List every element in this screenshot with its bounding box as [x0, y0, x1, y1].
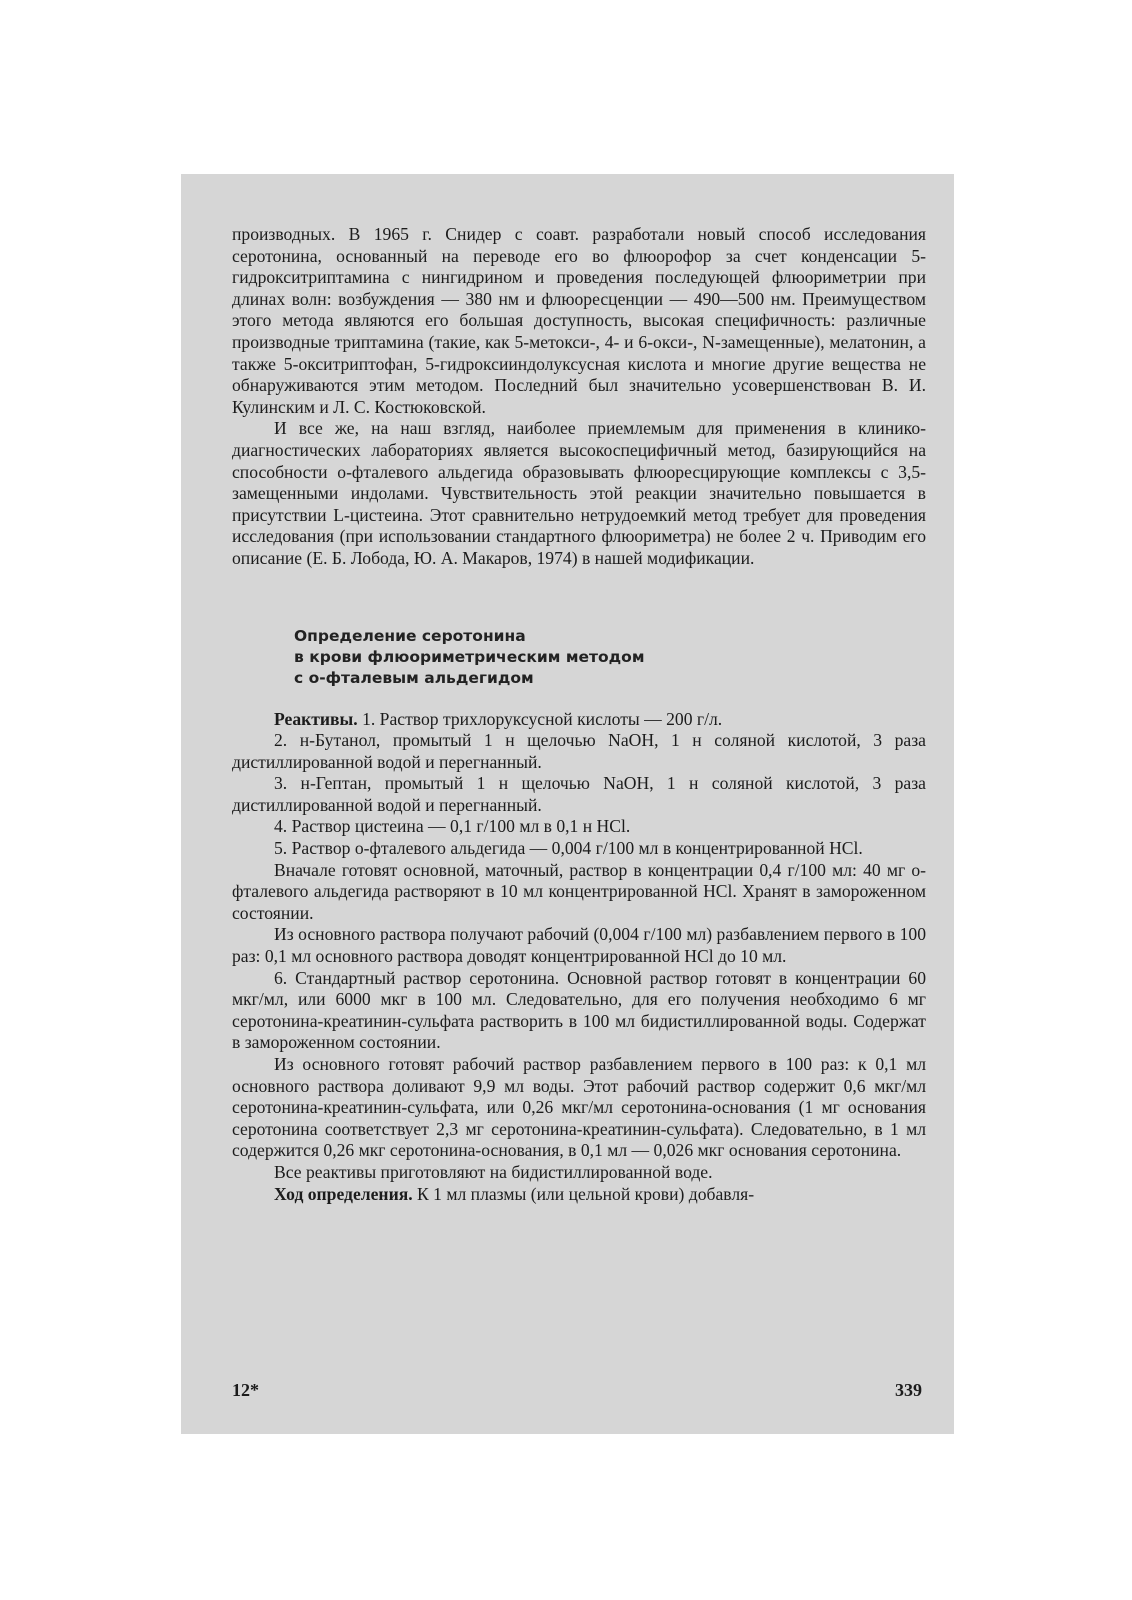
reagent-item-1: 1. Раствор трихлоруксусной кислоты — 200 г/л. [357, 708, 723, 729]
heading-line: с о-фталевым альдегидом [294, 668, 534, 687]
paragraph: Вначале готовят основной, маточный, раствор в концентрации 0,4 г/100 мл: 40 мг о-фталевого альдегида растворяют в 10 мл концентрированной HCl. Хранят в замороженном состоянии. [232, 859, 926, 923]
signature-mark: 12* [232, 1380, 259, 1400]
reagent-item: 3. н-Гептан, промытый 1 н щелочью NaOH, 1 н соляной кислотой, 3 раза дистиллированной водой и перегнанный. [232, 773, 926, 815]
reagent-item: 4. Раствор цистеина — 0,1 г/100 мл в 0,1 н HCl. [274, 816, 631, 837]
procedure-text: К 1 мл плазмы (или цельной крови) добавля- [412, 1183, 755, 1204]
paragraph: Все реактивы приготовляют на бидистиллированной воде. [274, 1161, 713, 1182]
reagents-intro [232, 709, 926, 731]
page-number: 339 [895, 1380, 922, 1400]
reagents-lead: Реактивы. [274, 708, 358, 729]
paragraph: Из основного готовят рабочий раствор разбавлением первого в 100 раз: к 0,1 мл основного раствора доливают 9,9 мл воды. Этот рабочий раствор содержит 0,6 мкг/мл серотонина-креатинин-сульфата, или 0,26 мкг/мл серотонина-основания (1 мг основания серотонина соответствует 2,3 мг серотонина-креатинин-сульфата). Следовательно, в 1 мл содержится 0,26 мкг серотонина-основания, в 0,1 мл — 0,026 мкг основания серотонина. [232, 1054, 926, 1161]
procedure-lead: Ход определения. [274, 1183, 413, 1204]
paragraph-method-choice: И все же, на наш взгляд, наиболее приемлемым для применения в клинико-диагностических лабораториях является высокоспецифичный метод, базирующийся на способности о-фталевого альдегида образовывать флюоресцирующие комплексы с 3,5-замещенными индолами. Чувствительность этой реакции значительно повышается в присутствии L-цистеина. Этот сравнительно нетрудоемкий метод требует для проведения исследования (при использовании стандартного флюориметра) не более 2 ч. Приводим его описание (Е. Б. Лобода, Ю. А. Макаров, 1974) в нашей модификации. [232, 418, 926, 568]
section-heading [294, 626, 926, 689]
heading-line: Определение серотонина [294, 626, 526, 645]
procedure-paragraph [232, 1184, 926, 1206]
page-body [232, 224, 926, 1205]
reagent-item: 5. Раствор о-фталевого альдегида — 0,004 г/100 мл в концентрированной HCl. [274, 838, 863, 859]
paragraph: Из основного раствора получают рабочий (0,004 г/100 мл) разбавлением первого в 100 раз: 0,1 мл основного раствора доводят концентрированной HCl до 10 мл. [232, 924, 926, 967]
heading-line: в крови флюориметрическим методом [294, 647, 645, 666]
paragraph-continuation: производных. В 1965 г. Снидер с соавт. разработали новый способ исследования серотонина, основанный на переводе его во флюорофор за счет конденсации 5-гидрокситриптамина с нингидрином и проведения последующей флюориметрии при длинах волн: возбуждения — 380 нм и флюоресценции — 490—500 нм. Преимуществом этого метода являются его большая доступность, высокая специфичность: различные производные триптамина (такие, как 5-метокси-, 4- и 6-окси-, N-замещенные), мелатонин, а также 5-окситриптофан, 5-гидроксииндолуксусная кислота и многие другие вещества не обнаруживаются этим методом. Последний был значительно усовершенствован В. И. Кулинским и Л. С. Костюковской. [232, 224, 926, 417]
reagent-item: 2. н-Бутанол, промытый 1 н щелочью NaOH, 1 н соляной кислотой, 3 раза дистиллированной водой и перегнанный. [232, 730, 926, 772]
reagent-item: 6. Стандартный раствор серотонина. Основной раствор готовят в концентрации 60 мкг/мл, или 6000 мкг в 100 мл. Следовательно, для его получения необходимо 6 мг серотонина-креатинин-сульфата растворить в 100 мл бидистиллированной воды. Содержат в замороженном состоянии. [232, 967, 926, 1053]
